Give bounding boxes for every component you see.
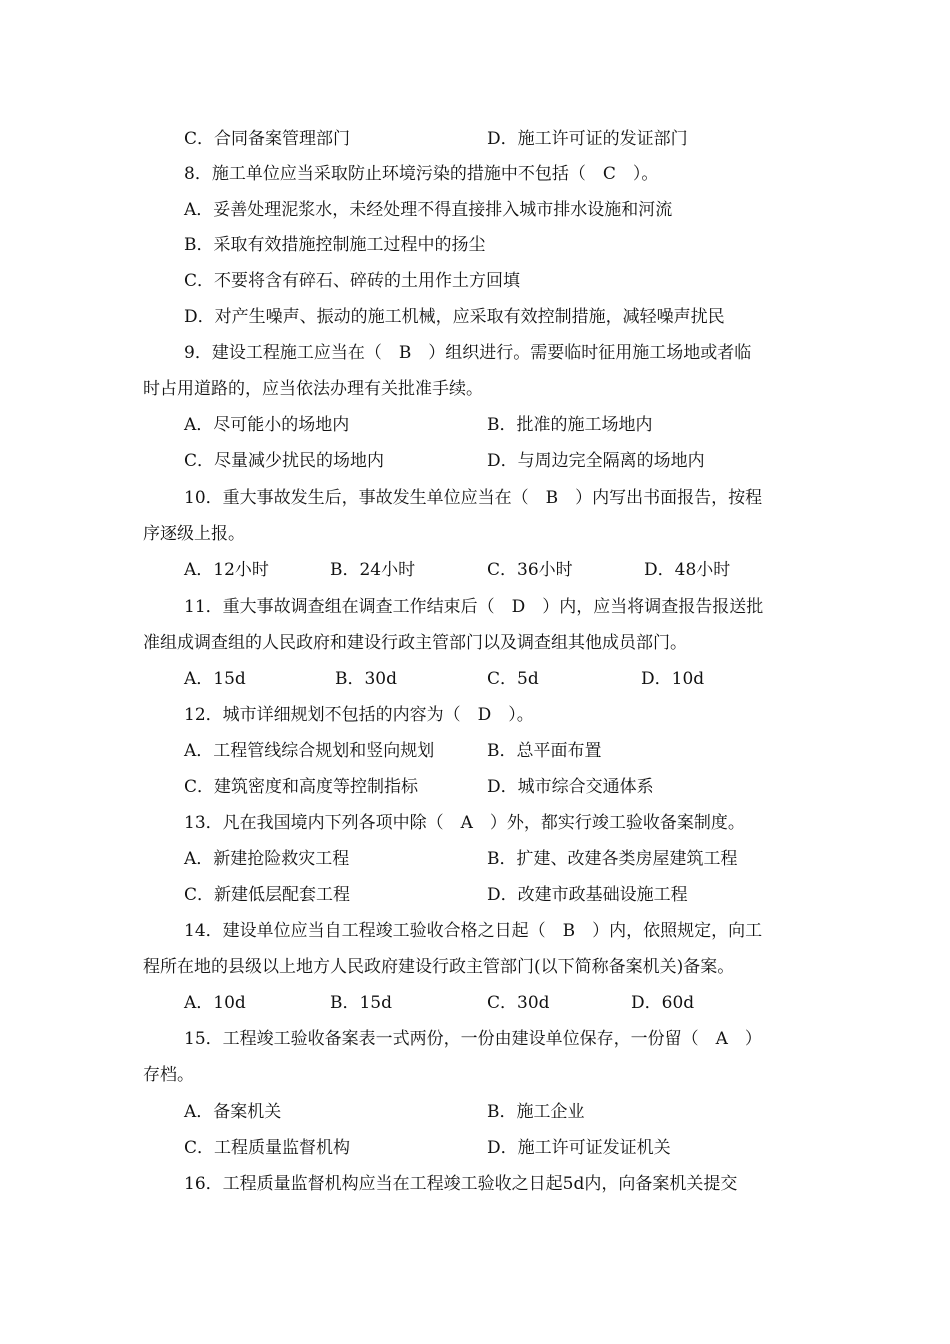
text-line <box>0 199 950 235</box>
text-line <box>0 234 950 270</box>
line-text: 时占用道路的，应当依法办理有关批准手续。 <box>143 379 483 399</box>
line-text: 序逐级上报。 <box>143 524 245 544</box>
text-line <box>0 378 950 414</box>
text-line <box>0 848 950 884</box>
text-line <box>0 523 950 559</box>
line-text: A．12小时 <box>184 560 269 580</box>
text-line <box>0 704 950 740</box>
line-text: 9．建设工程施工应当在（ B ）组织进行。需要临时征用施工场地或者临 <box>184 343 752 363</box>
line-text: A．尽可能小的场地内 <box>184 415 350 435</box>
line-text: A．15d <box>184 669 246 689</box>
text-line <box>0 306 950 342</box>
line-text: C．不要将含有碎石、碎砖的土用作土方回填 <box>184 271 521 291</box>
line-text: 10．重大事故发生后，事故发生单位应当在（ B ）内写出书面报告，按程 <box>184 488 763 508</box>
line-text: A．妥善处理泥浆水，未经处理不得直接排入城市排水设施和河流 <box>184 200 673 220</box>
option-text: D．城市综合交通体系 <box>487 777 654 797</box>
option-text: D．施工许可证发证机关 <box>487 1138 671 1158</box>
text-line <box>0 632 950 668</box>
line-text: 12．城市详细规划不包括的内容为（ D ）。 <box>184 705 534 725</box>
text-line <box>0 596 950 632</box>
option-text: B．总平面布置 <box>487 741 602 761</box>
line-text: A．10d <box>184 993 246 1013</box>
option-text: C．5d <box>487 669 539 689</box>
text-line <box>0 1173 950 1209</box>
text-line <box>0 1137 950 1173</box>
text-line <box>0 450 950 486</box>
option-text: D．10d <box>641 669 705 689</box>
text-line <box>0 270 950 306</box>
line-text: C．合同备案管理部门 <box>184 129 351 149</box>
option-text: D．48小时 <box>644 560 731 580</box>
option-text: B．15d <box>330 993 393 1013</box>
line-text: A．备案机关 <box>184 1102 282 1122</box>
text-line <box>0 668 950 704</box>
line-text: 存档。 <box>143 1065 194 1085</box>
text-line <box>0 812 950 848</box>
text-line <box>0 776 950 812</box>
option-text: B．扩建、改建各类房屋建筑工程 <box>487 849 738 869</box>
text-line <box>0 992 950 1028</box>
text-line <box>0 920 950 956</box>
line-text: B．采取有效措施控制施工过程中的扬尘 <box>184 235 486 255</box>
text-line <box>0 342 950 378</box>
line-text: D．对产生噪声、振动的施工机械，应采取有效控制措施，减轻噪声扰民 <box>184 307 725 327</box>
line-text: 16．工程质量监督机构应当在工程竣工验收之日起5d内，向备案机关提交 <box>184 1174 738 1194</box>
text-line <box>0 1064 950 1100</box>
line-text: 14．建设单位应当自工程竣工验收合格之日起（ B ）内，依照规定，向工 <box>184 921 763 941</box>
text-line <box>0 163 950 199</box>
text-line <box>0 884 950 920</box>
line-text: A．新建抢险救灾工程 <box>184 849 350 869</box>
line-text: 8．施工单位应当采取防止环境污染的措施中不包括（ C ）。 <box>184 164 659 184</box>
option-text: B．30d <box>335 669 398 689</box>
text-line <box>0 414 950 450</box>
line-text: 13．凡在我国境内下列各项中除（ A ）外，都实行竣工验收备案制度。 <box>184 813 745 833</box>
option-text: D．施工许可证的发证部门 <box>487 129 688 149</box>
option-text: B．24小时 <box>330 560 416 580</box>
option-text: D．60d <box>631 993 695 1013</box>
line-text: 程所在地的县级以上地方人民政府建设行政主管部门(以下简称备案机关)备案。 <box>143 957 735 977</box>
text-line <box>0 740 950 776</box>
text-line <box>0 956 950 992</box>
option-text: C．36小时 <box>487 560 573 580</box>
text-line <box>0 1101 950 1137</box>
line-text: C．工程质量监督机构 <box>184 1138 351 1158</box>
line-text: A．工程管线综合规划和竖向规划 <box>184 741 435 761</box>
text-line <box>0 128 950 164</box>
option-text: D．与周边完全隔离的场地内 <box>487 451 705 471</box>
text-line <box>0 487 950 523</box>
option-text: C．30d <box>487 993 550 1013</box>
option-text: B．施工企业 <box>487 1102 585 1122</box>
option-text: D．改建市政基础设施工程 <box>487 885 688 905</box>
line-text: 15．工程竣工验收备案表一式两份，一份由建设单位保存，一份留（ A ） <box>184 1029 762 1049</box>
text-line <box>0 559 950 595</box>
option-text: B．批准的施工场地内 <box>487 415 653 435</box>
line-text: C．新建低层配套工程 <box>184 885 351 905</box>
line-text: 准组成调查组的人民政府和建设行政主管部门以及调查组其他成员部门。 <box>143 633 687 653</box>
line-text: 11．重大事故调查组在调查工作结束后（ D ）内，应当将调查报告报送批 <box>184 597 764 617</box>
text-line <box>0 1028 950 1064</box>
line-text: C．尽量减少扰民的场地内 <box>184 451 385 471</box>
line-text: C．建筑密度和高度等控制指标 <box>184 777 419 797</box>
